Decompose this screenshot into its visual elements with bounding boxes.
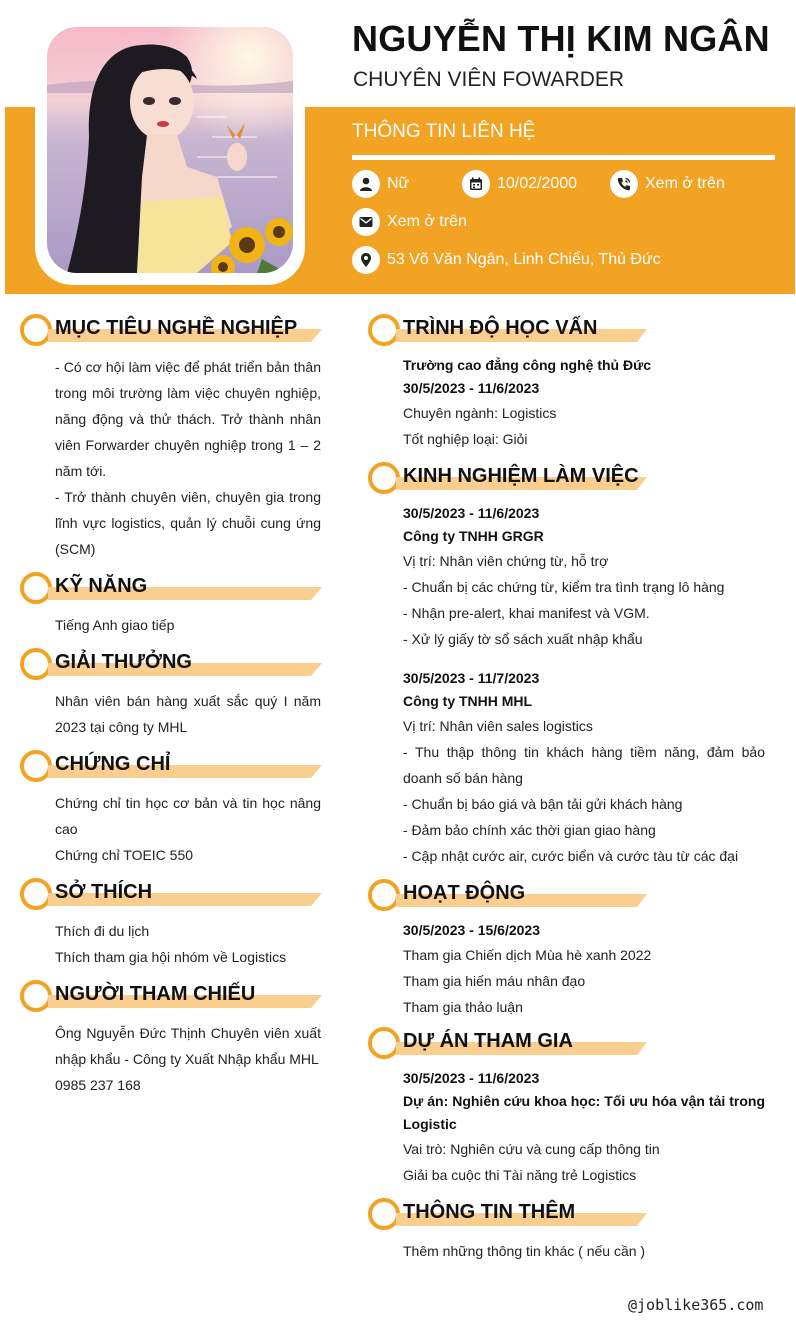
section-title: KINH NGHIỆM LÀM VIỆC <box>403 465 639 487</box>
job-duty: - Đảm bảo chính xác thời gian giao hàng <box>403 822 656 838</box>
section-title: SỞ THÍCH <box>55 881 153 903</box>
section-certificates <box>20 750 322 784</box>
job-position: Vị trí: Nhân viên chứng từ, hỗ trợ <box>403 553 609 569</box>
section-projects <box>368 1027 648 1061</box>
section-experience <box>368 462 648 496</box>
education-dates: 30/5/2023 - 11/6/2023 <box>403 380 540 396</box>
activity-item: Tham gia hiến máu nhân đạo <box>403 973 586 989</box>
education-school: Trường cao đẳng công nghệ thủ Đức <box>403 357 652 373</box>
references-text <box>55 1020 321 1098</box>
skills-text: Tiếng Anh giao tiếp <box>55 617 175 633</box>
section-objective <box>20 314 322 348</box>
project-name: Dự án: Nghiên cứu khoa học: Tối ưu hóa vận tải trong Logistic <box>403 1093 765 1132</box>
section-title: KỸ NĂNG <box>55 575 148 597</box>
footer-brand: @joblike365.com <box>628 1296 764 1314</box>
avatar <box>47 27 293 273</box>
activity-item: Tham gia thảo luận <box>403 999 523 1015</box>
hobby-1: Thích đi du lịch <box>55 923 150 939</box>
project-role: Vai trò: Nghiên cứu và cung cấp thông tin <box>403 1141 660 1157</box>
section-ring-icon <box>368 462 400 494</box>
section-references <box>20 980 322 1014</box>
phone-value[interactable]: Xem ở trên <box>645 175 725 192</box>
section-skills <box>20 572 322 606</box>
job-duty: - Xử lý giấy tờ sổ sách xuất nhập khẩu <box>403 631 643 647</box>
education-grade: Tốt nghiệp loại: Giỏi <box>403 431 528 447</box>
job-position: Vị trí: Nhân viên sales logistics <box>403 718 593 734</box>
job-dates: 30/5/2023 - 11/7/2023 <box>403 670 540 686</box>
job-duty: - Nhận pre-alert, khai manifest và VGM. <box>403 605 650 621</box>
section-ring-icon <box>20 980 52 1012</box>
job-dates: 30/5/2023 - 11/6/2023 <box>403 505 540 521</box>
section-hobbies <box>20 878 322 912</box>
section-ring-icon <box>368 1198 400 1230</box>
contact-divider <box>352 155 775 160</box>
section-title: CHỨNG CHỈ <box>55 753 171 775</box>
additional-text: Thêm những thông tin khác ( nếu cần ) <box>403 1243 646 1259</box>
section-awards <box>20 648 322 682</box>
certificate-2: Chứng chỉ TOEIC 550 <box>55 847 194 863</box>
section-ring-icon <box>20 648 52 680</box>
section-ring-icon <box>20 750 52 782</box>
objective-paragraph-2: - Trở thành chuyên viên, chuyên gia trong lĩnh vực logistics, quản lý chuỗi cung ứng (SCM) <box>55 489 321 557</box>
contact-address <box>352 245 661 275</box>
contact-gender <box>352 169 409 199</box>
section-education <box>368 314 648 348</box>
section-ring-icon <box>20 314 52 346</box>
project-dates: 30/5/2023 - 11/6/2023 <box>403 1070 540 1086</box>
job-duty: - Chuẩn bị báo giá và bận tải gửi khách hàng <box>403 796 683 812</box>
reference-phone: 0985 237 168 <box>55 1077 141 1093</box>
activity-dates: 30/5/2023 - 15/6/2023 <box>403 922 541 938</box>
reference-person: Ông Nguyễn Đức Thịnh Chuyên viên xuất nhập khẩu - Công ty Xuất Nhập khẩu MHL <box>55 1025 321 1067</box>
objective-paragraph-1: - Có cơ hội làm việc để phát triển bản thân trong môi trường làm việc chuyên nghiệp, năng động và thử thách. Trở thành nhân viên Forwarder chuyên nghiệp trong 1 – 2 năm tới. <box>55 359 321 479</box>
section-activities <box>368 879 648 913</box>
objective-text <box>55 354 321 562</box>
certificate-1: Chứng chỉ tin học cơ bản và tin học nâng cao <box>55 795 321 837</box>
education-text <box>403 354 765 452</box>
section-ring-icon <box>368 1027 400 1059</box>
section-title: THÔNG TIN THÊM <box>403 1201 576 1223</box>
calendar-icon <box>462 170 490 198</box>
hobby-2: Thích tham gia hội nhóm về Logistics <box>55 949 287 965</box>
job-duty: - Chuẩn bị các chứng từ, kiểm tra tình trạng lô hàng <box>403 579 725 595</box>
section-title: NGƯỜI THAM CHIẾU <box>55 983 256 1005</box>
section-title: DỰ ÁN THAM GIA <box>403 1030 573 1052</box>
user-icon <box>352 170 380 198</box>
address-value: 53 Võ Văn Ngân, Linh Chiểu, Thủ Đức <box>387 251 661 268</box>
mail-icon <box>352 208 380 236</box>
contact-phone <box>610 169 725 199</box>
job-duty: - Cập nhật cước air, cước biển và cước tàu từ các đại <box>403 848 739 864</box>
activity-item: Tham gia Chiến dịch Mùa hè xanh 2022 <box>403 947 652 963</box>
experience-job-1 <box>403 502 765 652</box>
birthday-value: 10/02/2000 <box>497 175 578 192</box>
section-ring-icon <box>20 572 52 604</box>
education-major: Chuyên ngành: Logistics <box>403 405 557 421</box>
activities-text <box>403 919 765 1020</box>
phone-icon <box>610 170 638 198</box>
contact-heading: THÔNG TIN LIÊN HỆ <box>352 121 536 142</box>
hobbies-text <box>55 918 321 970</box>
gender-value: Nữ <box>387 175 410 192</box>
section-ring-icon <box>368 314 400 346</box>
certificates-text <box>55 790 321 868</box>
projects-text <box>403 1067 765 1188</box>
section-additional <box>368 1198 648 1232</box>
candidate-name: NGUYỄN THỊ KIM NGÂN <box>352 18 770 59</box>
section-ring-icon <box>368 879 400 911</box>
section-ring-icon <box>20 878 52 910</box>
job-company: Công ty TNHH GRGR <box>403 528 544 544</box>
contact-email <box>352 207 467 237</box>
job-duty: - Thu thập thông tin khách hàng tiềm năng, đảm bảo doanh số bán hàng <box>403 744 765 786</box>
job-title: CHUYÊN VIÊN FOWARDER <box>353 68 625 91</box>
section-title: HOẠT ĐỘNG <box>403 882 526 904</box>
awards-text: Nhân viên bán hàng xuất sắc quý I năm 2023 tại công ty MHL <box>55 693 321 735</box>
project-award: Giải ba cuộc thi Tài năng trẻ Logistics <box>403 1167 637 1183</box>
section-title: TRÌNH ĐỘ HỌC VẤN <box>403 317 598 339</box>
avatar-frame <box>35 15 305 285</box>
contact-birthday <box>462 169 577 199</box>
section-title: GIẢI THƯỞNG <box>55 651 192 673</box>
section-title: MỤC TIÊU NGHỀ NGHIỆP <box>55 317 298 339</box>
location-pin-icon <box>352 246 380 274</box>
email-value[interactable]: Xem ở trên <box>387 213 467 230</box>
experience-job-2 <box>403 667 765 869</box>
job-company: Công ty TNHH MHL <box>403 693 533 709</box>
